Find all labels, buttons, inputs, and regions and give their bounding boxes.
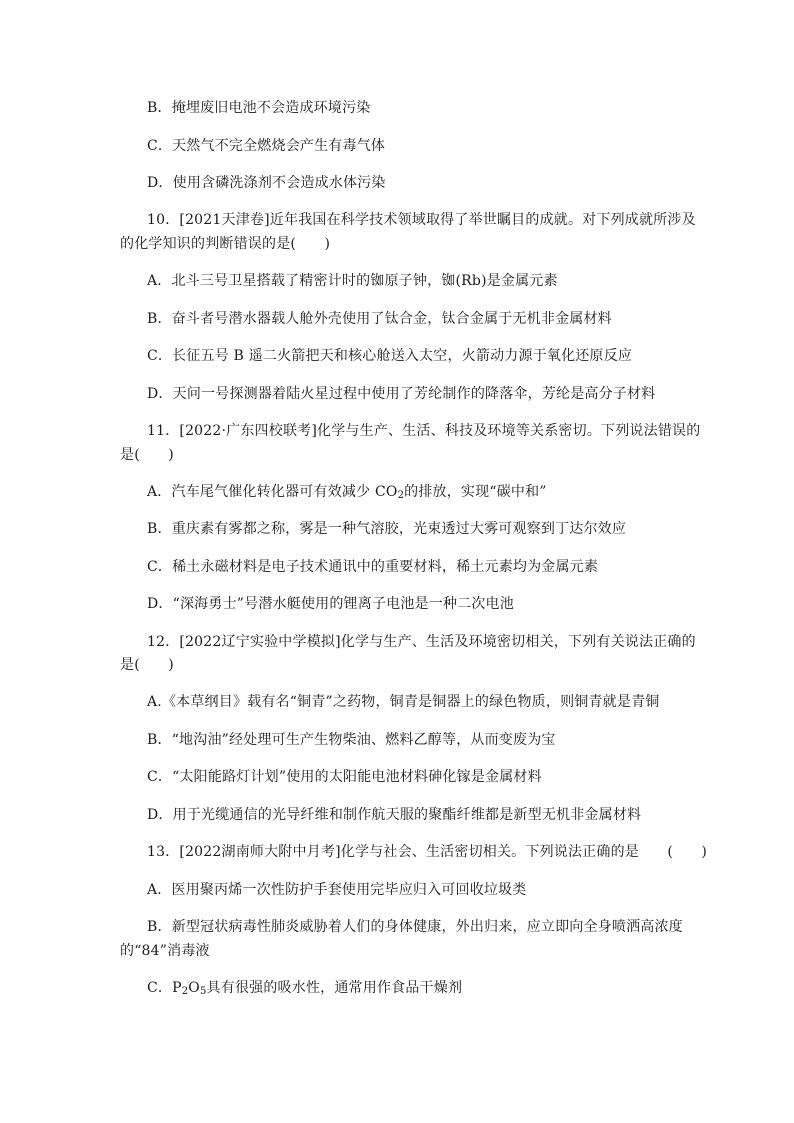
q9-option-d: D．使用含磷洗涤剂不会造成水体污染	[147, 175, 386, 191]
q11-stem-line1: 11．[2022·广东四校联考]化学与生产、生活、科技及环境等关系密切。下列说法错误的	[147, 423, 701, 439]
q13-option-c	[147, 978, 462, 998]
q9-option-c: C．天然气不完全燃烧会产生有毒气体	[147, 138, 386, 154]
q13-stem-line1: 13．[2022湖南师大附中月考]化学与社会、生活密切相关。下列说法正确的是 ( )	[147, 844, 708, 860]
q13-option-c-oxygen: O	[188, 980, 200, 996]
q13-option-c-subscript-2: 2	[181, 986, 189, 997]
q11-stem-line2: 是( )	[120, 447, 174, 463]
q11-option-a-text-end: 的排放，实现“碳中和”	[404, 484, 547, 500]
q12-stem-line2: 是( )	[120, 657, 174, 673]
q13-option-c-subscript-5: 5	[199, 986, 207, 997]
q13-option-a: A．医用聚丙烯一次性防护手套使用完毕应归入可回收垃圾类	[147, 882, 527, 898]
q10-option-c: C．长征五号 B 遥二火箭把天和核心舱送入太空，火箭动力源于氧化还原反应	[147, 348, 633, 364]
q11-option-d: D．“深海勇士”号潜水艇使用的锂离子电池是一种二次电池	[147, 596, 514, 612]
q12-option-c: C．“太阳能路灯计划”使用的太阳能电池材料砷化镓是金属材料	[147, 769, 542, 785]
q11-option-a-subscript: 2	[397, 490, 405, 501]
q10-option-a: A．北斗三号卫星搭载了精密计时的铷原子钟，铷(Rb)是金属元素	[147, 273, 558, 289]
q13-option-b-line2: 的“84”消毒液	[120, 943, 210, 959]
q13-option-b-line1: B．新型冠状病毒性肺炎威胁着人们的身体健康，外出归来，应立即向全身喷洒高浓度	[147, 919, 683, 935]
q11-option-a	[147, 482, 547, 502]
q10-option-b: B．奋斗者号潜水器载人舱外壳使用了钛合金，钛合金属于无机非金属材料	[147, 311, 612, 327]
q11-option-b: B．重庆素有雾都之称，雾是一种气溶胶，光束透过大雾可观察到丁达尔效应	[147, 521, 627, 537]
q10-stem-line1: 10．[2021天津卷]近年我国在科学技术领域取得了举世瞩目的成就。对下列成就所涉及	[147, 212, 696, 228]
q12-option-d: D．用于光缆通信的光导纤维和制作航天服的聚酯纤维都是新型无机非金属材料	[147, 807, 642, 823]
q12-option-a: A.《本草纲目》载有名“铜青”之药物，铜青是铜器上的绿色物质，则铜青就是青铜	[147, 694, 660, 710]
q10-stem-line2: 的化学知识的判断错误的是( )	[120, 236, 331, 252]
q12-stem-line1: 12．[2022辽宁实验中学模拟]化学与生产、生活及环境密切相关，下列有关说法正确的	[147, 634, 696, 650]
q12-option-b: B．“地沟油”经处理可生产生物柴油、燃料乙醇等，从而变废为宝	[147, 732, 556, 748]
q11-option-a-text: A．汽车尾气催化转化器可有效减少 CO	[147, 484, 398, 500]
q13-option-c-text-end: 具有很强的吸水性，通常用作食品干燥剂	[206, 980, 463, 996]
q10-option-d: D．天问一号探测器着陆火星过程中使用了芳纶制作的降落伞，芳纶是高分子材料	[147, 386, 656, 402]
q13-option-c-text: C．P	[147, 980, 182, 996]
q9-option-b: B．掩埋废旧电池不会造成环境污染	[147, 100, 371, 116]
q11-option-c: C．稀土永磁材料是电子技术通讯中的重要材料，稀土元素均为金属元素	[147, 559, 599, 575]
